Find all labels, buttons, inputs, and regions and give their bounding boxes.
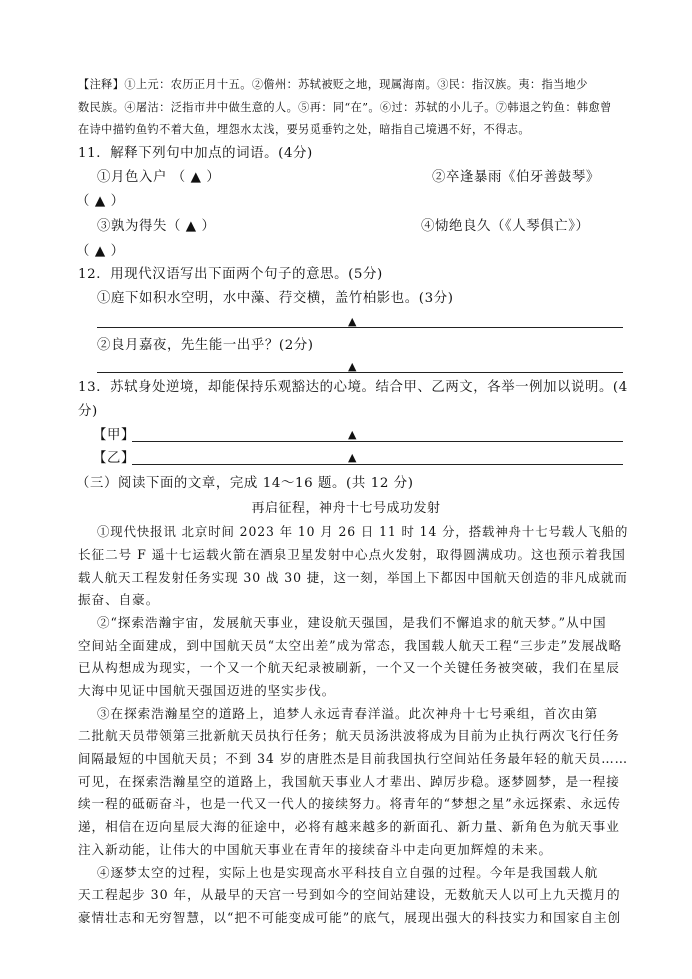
question-11-item-2-blank: （ ▲ ） [76, 194, 125, 209]
question-11-item-3: ③孰为得失（ ▲ ） [97, 219, 216, 234]
article-p1-line-2: 长征二号 F 遥十七运载火箭在酒泉卫星发射中心点火发射，取得圆满成功。这也预示着我国 [78, 547, 626, 562]
question-13-stem-line-2: 分) [78, 404, 98, 419]
answer-line-13-yi [132, 464, 623, 465]
article-title: 再启征程，神舟十七号成功发射 [251, 501, 441, 516]
question-13-jia-label: 【甲】 [93, 428, 135, 443]
note-line-1: 【注释】①上元：农历正月十五。②儋州：苏轼被贬之地，现属海南。③民：指汉族。夷：指当地少 [78, 78, 588, 91]
article-p3-line-6: 递，相信在迈向星辰大海的征途中，必将有越来越多的新面孔、新力量、新角色为航天事业 [78, 819, 620, 834]
article-p3-line-2: 二批航天员带领第三批新航天员执行任务；航天员汤洪波将成为目前为止执行两次飞行任务 [78, 728, 620, 743]
article-p2-line-1: ②“探索浩瀚宇宙，发展航天事业，建设航天强国，是我们不懈追求的航天梦。”从中国 [97, 615, 607, 630]
article-p2-line-4: 大海中见证中国航天强国迈进的坚实步伐。 [78, 683, 336, 698]
note-line-2: 数民族。④屠沽：泛指市井中做生意的人。⑤再：同“在”。⑥过：苏轼的小儿子。⑦韩退之钓鱼：韩愈曾 [78, 101, 612, 114]
question-11-item-1: ①月色入户 （ ▲ ） [97, 170, 221, 185]
question-12-stem: 12．用现代汉语写出下面两个句子的意思。(5分) [78, 267, 383, 282]
question-12-sentence-2: ②良月嘉夜，先生能一出乎？(2分) [97, 338, 314, 353]
article-p3-line-5: 续一程的砥砺奋斗，也是一代又一代人的接续努力。将青年的“梦想之星”永远探索、永远传 [78, 796, 621, 811]
question-13-yi-label: 【乙】 [93, 451, 135, 466]
article-p3-line-1: ③在探索浩瀚星空的道路上，追梦人永远青春洋溢。此次神舟十七号乘组，首次由第 [97, 706, 599, 721]
question-11-item-4: ④恸绝良久（《人琴俱亡》） [421, 219, 590, 234]
answer-line-13-jia [132, 441, 623, 442]
answer-line-12-1 [97, 327, 623, 328]
answer-mark: ▲ [348, 315, 357, 328]
article-p4-line-2: 天工程起步 30 年，从最早的天宫一号到如今的空间站建设，无数航天人以可上九天揽月的 [78, 887, 621, 902]
answer-mark: ▲ [348, 451, 357, 464]
article-p3-line-7: 注入新动能，让伟大的中国航天事业在青年的接续奋斗中走向更加辉煌的未来。 [78, 842, 553, 857]
answer-line-12-2 [97, 372, 623, 373]
article-p1-line-3: 载人航天工程发射任务实现 30 战 30 捷，这一刻，举国上下都因中国航天创造的非凡成就而 [78, 570, 628, 585]
article-p1-line-4: 振奋、自豪。 [78, 592, 160, 607]
article-p2-line-2: 空间站全面建成，到中国航天员“太空出差”成为常态，我国载人航天工程“三步走”发展战略 [78, 638, 623, 653]
answer-mark: ▲ [348, 428, 357, 441]
question-12-sentence-1: ①庭下如积水空明，水中藻、荇交横，盖竹柏影也。(3分) [97, 291, 454, 306]
section-3-intro: （三）阅读下面的文章，完成 14～16 题。(共 12 分) [76, 476, 414, 491]
answer-mark: ▲ [348, 360, 357, 373]
question-11-stem: 11．解释下列句中加点的词语。(4分) [78, 146, 313, 161]
question-11-item-4-blank: （ ▲ ） [76, 244, 125, 259]
article-p3-line-4: 可见，在探索浩瀚星空的道路上，我国航天事业人才辈出、踔厉步稳。逐梦圆梦，是一程接 [78, 774, 620, 789]
question-13-stem-line-1: 13．苏轼身处逆境，却能保持乐观豁达的心境。结合甲、乙两文，各举一例加以说明。(4 [78, 380, 628, 395]
article-p4-line-1: ④逐梦太空的过程，实际上也是实现高水平科技自立自强的过程。今年是我国载人航 [97, 865, 599, 880]
note-line-3: 在诗中描钓鱼钓不着大鱼，埋怨水太浅，要另觅垂钓之处，暗指自己境遇不好，不得志。 [78, 123, 530, 136]
article-p2-line-3: 已从构想成为现实，一个又一个航天纪录被刷新，一个又一个关键任务被突破，我们在星辰 [78, 660, 620, 675]
article-p4-line-3: 豪情壮志和无穷智慧，以“把不可能变成可能”的底气，展现出强大的科技实力和国家自主创 [78, 910, 621, 925]
article-p3-line-3: 间隔最短的中国航天员；不到 34 岁的唐胜杰是目前我国执行空间站任务最年轻的航天员…… [78, 751, 629, 766]
question-11-item-2: ②卒逢暴雨《伯牙善鼓琴》 [432, 170, 600, 185]
article-p1-line-1: ①现代快报讯 北京时间 2023 年 10 月 26 日 11 时 14 分，搭载神舟十七号载人飞船的 [97, 524, 629, 539]
